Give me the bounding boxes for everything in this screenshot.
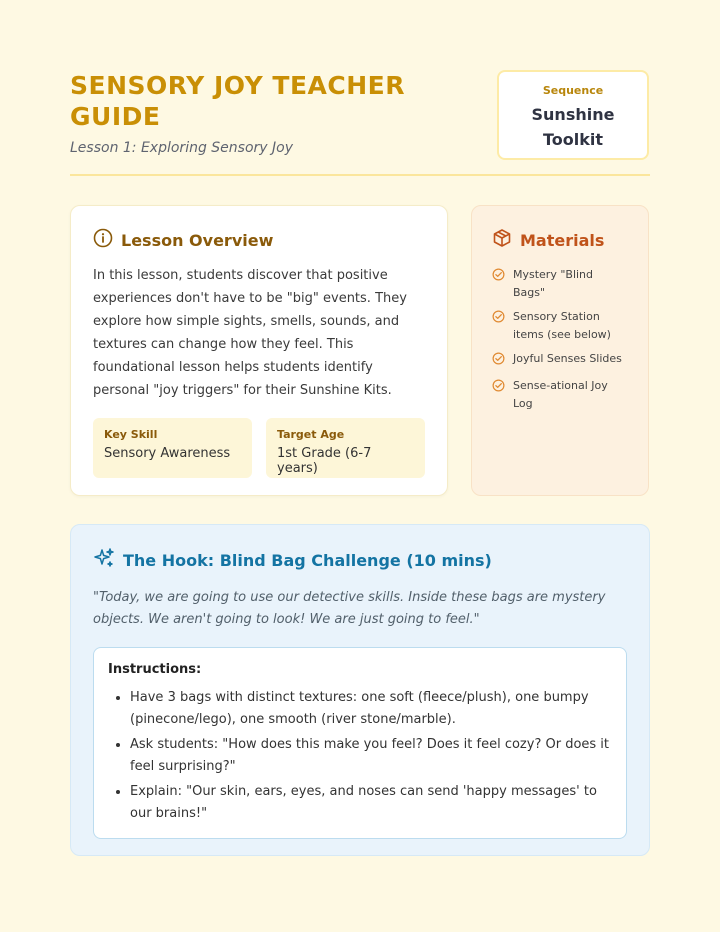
sparkles-icon	[93, 547, 115, 573]
key-skill-value: Sensory Awareness	[104, 446, 231, 461]
sequence-value	[499, 102, 647, 152]
sequence-label: Sequence	[542, 84, 604, 97]
lesson-overview-card	[70, 205, 448, 496]
package-icon	[492, 228, 512, 252]
check-circle-icon	[492, 268, 506, 302]
check-circle-icon	[492, 379, 506, 413]
list-item: • Have 3 bags with distinct textures: one soft (fleece/plush), one bumpy (pinecone/lego), one smooth (river stone/marble).	[130, 687, 612, 731]
list-item: • Ask students: "How does this make you feel? Does it feel cozy? Or does it feel surprising?"	[130, 734, 612, 778]
hook-quote: "Today, we are going to use our detective skills. Inside these bags are mystery objects. We aren't going to look! We are just going to feel."	[93, 590, 606, 627]
list-item	[492, 350, 628, 371]
hook-card	[70, 524, 650, 856]
list-item: • Explain: "Our skin, ears, eyes, and noses can send 'happy messages' to our brains!"	[130, 781, 612, 825]
header-divider	[70, 174, 650, 176]
check-circle-icon	[492, 310, 506, 344]
key-skill-label: Key Skill	[104, 428, 158, 441]
key-skill-box	[93, 418, 252, 478]
hook-header	[93, 547, 627, 573]
hook-heading: The Hook: Blind Bag Challenge (10 mins)	[123, 550, 492, 570]
sequence-card	[497, 70, 649, 160]
target-age-value: 1st Grade (6-7 years)	[277, 446, 372, 476]
materials-header	[492, 228, 628, 252]
instructions-box	[93, 647, 627, 839]
target-age-label: Target Age	[277, 428, 345, 441]
materials-heading: Materials	[520, 230, 605, 250]
list-item	[492, 266, 628, 302]
info-icon	[93, 228, 113, 252]
instructions-list	[108, 687, 612, 825]
material-item-label: Joyful Senses Slides	[513, 352, 622, 365]
sequence-value-text: Sunshine Toolkit	[531, 105, 615, 149]
list-item	[492, 308, 628, 344]
lesson-overview-body: In this lesson, students discover that positive experiences don't have to be "big" events. They explore how simple sights, smells, sounds, and textures can change how they feel. This foundational lesson helps students identify personal "joy triggers" for their Sunshine Kits.	[93, 268, 407, 398]
page-title: SENSORY JOY TEACHER GUIDE	[70, 71, 406, 131]
materials-list	[492, 266, 628, 413]
material-item-label: Mystery "Blind Bags"	[513, 268, 594, 299]
materials-card	[471, 205, 649, 496]
check-circle-icon	[492, 352, 506, 371]
target-age-box	[266, 418, 425, 478]
list-item	[492, 377, 628, 413]
lesson-stats	[93, 418, 425, 478]
material-item-label: Sense-ational Joy Log	[513, 379, 608, 410]
instructions-title: Instructions:	[108, 662, 202, 677]
lesson-overview-header	[93, 228, 425, 252]
page-subtitle: Lesson 1: Exploring Sensory Joy	[70, 140, 293, 156]
material-item-label: Sensory Station items (see below)	[513, 310, 611, 341]
page-header	[70, 70, 650, 176]
lesson-overview-heading: Lesson Overview	[121, 230, 274, 250]
